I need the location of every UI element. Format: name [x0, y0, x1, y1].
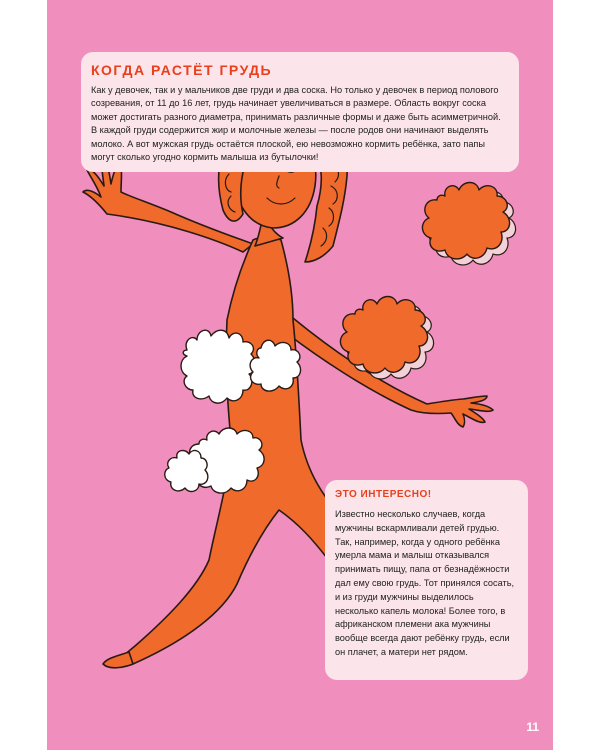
- page-number: 11: [526, 720, 539, 734]
- figure-foot-left: [103, 652, 133, 668]
- book-page: [47, 0, 553, 750]
- intro-title: КОГДА РАСТЁТ ГРУДЬ: [91, 62, 273, 78]
- fact-title: ЭТО ИНТЕРЕСНО!: [335, 489, 432, 500]
- floating-puzzle-top: [422, 183, 515, 265]
- intro-box: [81, 52, 519, 172]
- intro-text: Как у девочек, так и у мальчиков две груди и два соска. Но только у девочек в период полового созревания, от 11 до 16 лет, грудь начинает увеличиваться в размере. Область вокруг соска может достигать разного диаметра, принимать различные формы и даже быть асимметричной. В каждой груди содержится жир и молочные железы — после родов они начинают выделять молоко. А вот мужская грудь остаётся плоской, ею невозможно кормить ребёнка, зато папы могут сколько угодно кормить малыша из бутылочки!: [91, 85, 501, 163]
- fact-text: Известно несколько случаев, когда мужчины вскармливали детей грудью. Так, например, когда у одного ребёнка умерла мама и малыш отказывался принимать пищу, папа от безнадёжности дал ему свою грудь. Тот принялся сосать, и из груди мужчины выделилось несколько капель молока! Более того, в африканском племени ака мужчины вообще всегда дают ребёнку грудь, если он плачет, а матери нет рядом.: [335, 509, 515, 657]
- fact-box: [325, 480, 528, 680]
- floating-puzzle-middle: [340, 297, 433, 379]
